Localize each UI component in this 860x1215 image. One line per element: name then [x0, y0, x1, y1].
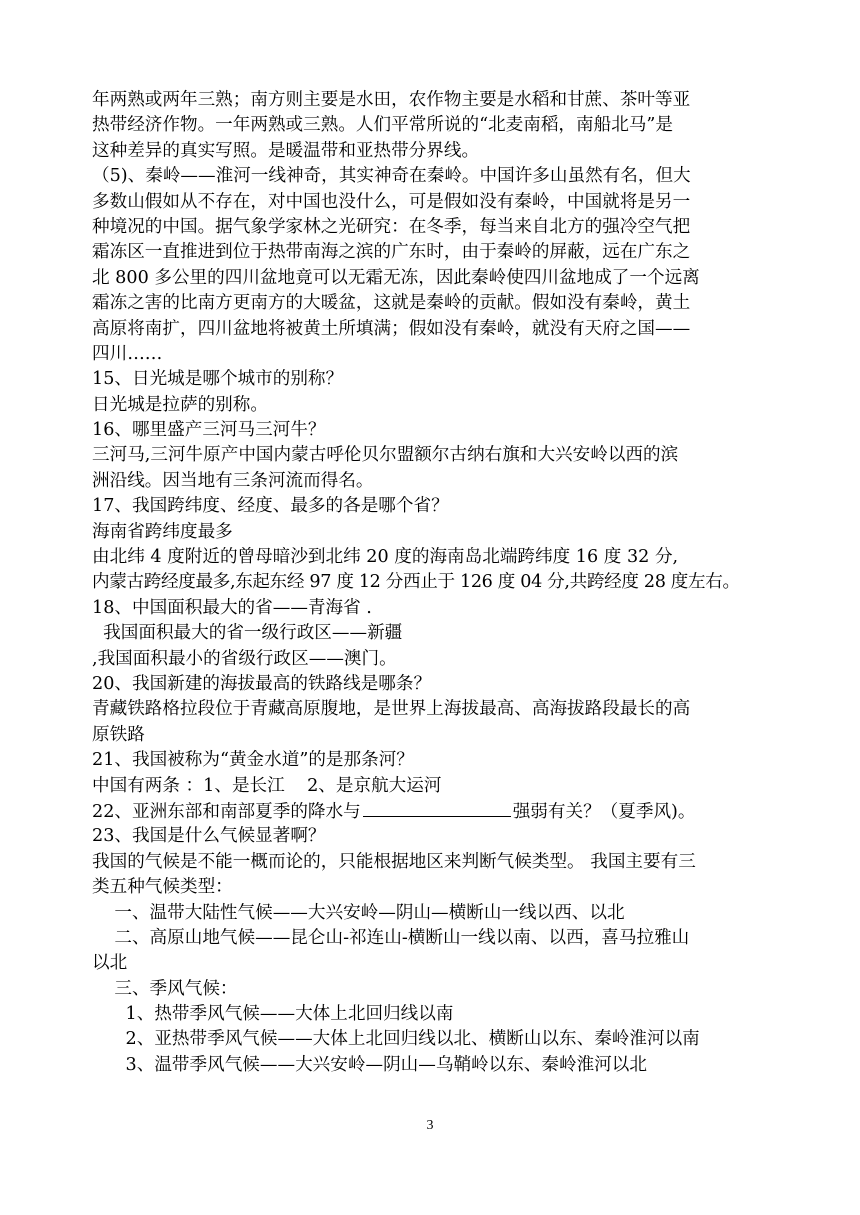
answer-16: 洲沿线。因当地有三条河流而得名。 — [92, 470, 374, 491]
climate-item: 二、高原山地气候——昆仑山-祁连山-横断山一线以南、以西，喜马拉雅山 — [92, 927, 690, 948]
answer-17: 海南省跨纬度最多 — [92, 521, 233, 542]
question-22 — [92, 799, 782, 824]
text-line: 热带经济作物。一年两熟或三熟。人们平常所说的“北麦南稻，南船北马”是 — [92, 115, 673, 136]
question-16: 16、哪里盛产三河马三河牛？ — [92, 420, 326, 441]
text-line: 霜冻之害的比南方更南方的大暖盆，这就是秦岭的贡献。假如没有秦岭，黄土 — [92, 293, 691, 314]
answer-15: 日光城是拉萨的别称。 — [92, 394, 268, 415]
text-line: 种境况的中国。据气象学家林之光研究：在冬季，每当来自北方的强冷空气把 — [92, 216, 691, 237]
answer-18: ,我国面积最小的省级行政区——澳门。 — [92, 648, 397, 669]
answer-16: 三河马,三河牛原产中国内蒙古呼伦贝尔盟额尔古纳右旗和大兴安岭以西的滨 — [92, 445, 679, 466]
text-line: 四川…… — [92, 343, 163, 364]
question-18: 18、中国面积最大的省——青海省 . — [92, 597, 372, 618]
climate-item: 以北 — [92, 953, 128, 974]
text-line: 北 800 多公里的四川盆地竟可以无霜无冻，因此秦岭使四川盆地成了一个远离 — [92, 267, 700, 288]
climate-subitem: 1、热带季风气候——大体上北回归线以南 — [92, 1004, 454, 1025]
page-body — [92, 88, 782, 1078]
climate-subitem: 2、亚热带季风气候——大体上北回归线以北、横断山以东、秦岭淮河以南 — [92, 1029, 700, 1050]
question-15: 15、日光城是哪个城市的别称？ — [92, 369, 344, 390]
text-line: 霜冻区一直推进到位于热带南海之滨的广东时，由于秦岭的屏蔽，远在广东之 — [92, 242, 691, 263]
answer-20: 原铁路 — [92, 724, 145, 745]
text-line: 高原将南扩，四川盆地将被黄土所填满；假如没有秦岭，就没有天府之国—— — [92, 318, 691, 339]
question-23: 23、我国是什么气候显著啊？ — [92, 826, 326, 847]
text-line: 多数山假如从不存在，对中国也没什么，可是假如没有秦岭，中国就将是另一 — [92, 191, 691, 212]
answer-21: 中国有两条 ：1、是长江 2、是京航大运河 — [92, 775, 442, 796]
answer-23: 类五种气候类型： — [92, 877, 233, 898]
answer-23: 我国的气候是不能一概而论的，只能根据地区来判断气候类型。 我国主要有三 — [92, 851, 696, 872]
page-number: 3 — [426, 1118, 434, 1133]
question-22-text: 22、亚洲东部和南部夏季的降水与 — [92, 801, 361, 822]
question-21: 21、我国被称为“黄金水道”的是那条河？ — [92, 750, 414, 771]
question-20: 20、我国新建的海拔最高的铁路线是哪条？ — [92, 673, 432, 694]
fill-in-blank — [363, 799, 511, 817]
climate-subitem: 3、温带季风气候——大兴安岭—阴山—乌鞘岭以东、秦岭淮河以北 — [92, 1054, 647, 1075]
climate-item: 一、温带大陆性气候——大兴安岭—阴山—横断山一线以西、以北 — [92, 902, 625, 923]
text-line: （5)、秦岭——淮河一线神奇，其实神奇在秦岭。中国许多山虽然有名，但大 — [92, 166, 691, 187]
climate-item: 三、季风气候： — [92, 978, 238, 999]
answer-18: 我国面积最大的省一级行政区——新疆 — [92, 623, 403, 644]
answer-17: 内蒙古跨经度最多,东起东经 97 度 12 分西止于 126 度 04 分,共跨经度 28 度左右。 — [92, 572, 740, 593]
answer-20: 青藏铁路格拉段位于青藏高原腹地，是世界上海拔最高、高海拔路段最长的高 — [92, 699, 691, 720]
text-line: 年两熟或两年三熟；南方则主要是水田，农作物主要是水稻和甘蔗、茶叶等亚 — [92, 90, 691, 110]
text-line: 这种差异的真实写照。是暖温带和亚热带分界线。 — [92, 140, 480, 161]
answer-17: 由北纬 4 度附近的曾母暗沙到北纬 20 度的海南岛北端跨纬度 16 度 32 分, — [92, 547, 679, 568]
question-22-text: 强弱有关？（夏季风)。 — [512, 801, 696, 822]
question-17: 17、我国跨纬度、经度、最多的各是哪个省？ — [92, 496, 449, 517]
